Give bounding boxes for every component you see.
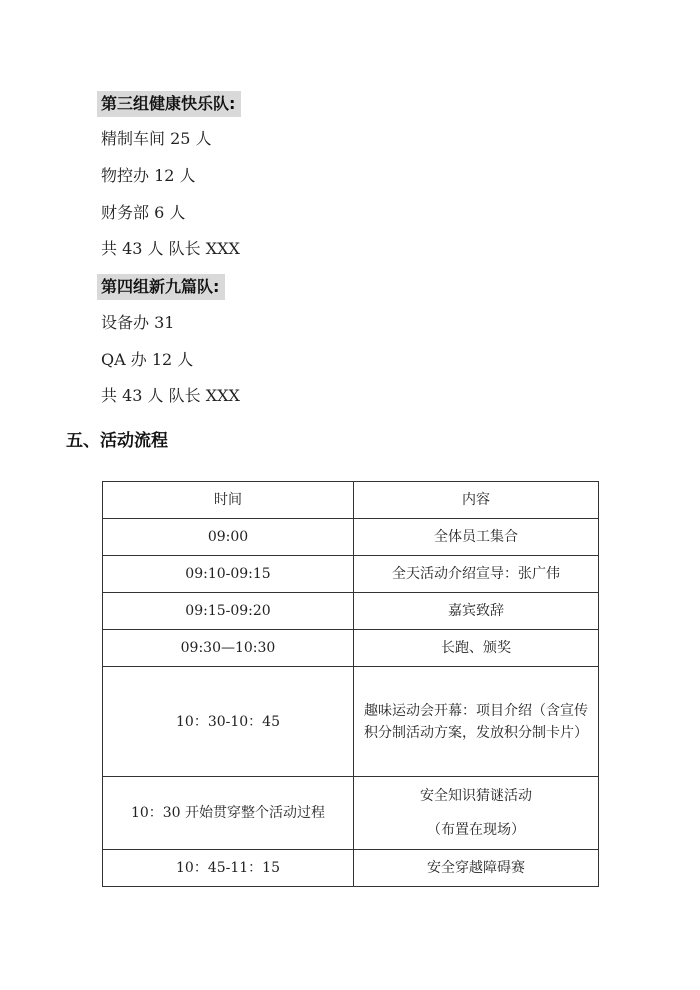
group-3-line-3: 财务部 6 人 xyxy=(101,203,186,222)
row-time: 09:15-09:20 xyxy=(103,593,354,630)
table-row xyxy=(103,593,599,630)
group-3-line-1: 精制车间 25 人 xyxy=(101,129,212,148)
row-content-sub: （布置在现场） xyxy=(427,822,525,838)
row-content: 安全知识猜谜活动 xyxy=(420,788,532,804)
row-time: 10：30-10：45 xyxy=(103,667,354,777)
row-content: 安全穿越障碍赛 xyxy=(354,850,599,887)
group-4-total: 共 43 人 队长 XXX xyxy=(101,386,240,405)
group-4-line-2: QA 办 12 人 xyxy=(101,350,194,369)
table-row xyxy=(103,850,599,887)
section-title: 五、活动流程 xyxy=(66,431,168,451)
group-heading-4: 第四组新九篇队: xyxy=(97,274,225,300)
row-content: 全体员工集合 xyxy=(354,519,599,556)
table-row xyxy=(103,777,599,850)
row-time: 09:30—10:30 xyxy=(103,630,354,667)
table-row xyxy=(103,519,599,556)
row-time: 09:00 xyxy=(103,519,354,556)
group-3-line-2: 物控办 12 人 xyxy=(101,166,196,185)
header-time: 时间 xyxy=(103,482,354,519)
table-row xyxy=(103,556,599,593)
schedule-table xyxy=(102,481,599,887)
group-3-total: 共 43 人 队长 XXX xyxy=(101,239,240,258)
row-content: 嘉宾致辞 xyxy=(354,593,599,630)
group-4-line-1: 设备办 31 xyxy=(101,313,175,332)
table-row xyxy=(103,630,599,667)
row-content: 趣味运动会开幕：项目介绍（含宣传积分制活动方案，发放积分制卡片） xyxy=(354,667,599,777)
row-content: 全天活动介绍宣导：张广伟 xyxy=(354,556,599,593)
row-time: 09:10-09:15 xyxy=(103,556,354,593)
row-content-multi xyxy=(354,777,599,850)
row-content: 长跑、颁奖 xyxy=(354,630,599,667)
table-row xyxy=(103,667,599,777)
row-time: 10：30 开始贯穿整个活动过程 xyxy=(103,777,354,850)
group-heading-3: 第三组健康快乐队: xyxy=(97,91,241,117)
table-header-row xyxy=(103,482,599,519)
header-content: 内容 xyxy=(354,482,599,519)
row-time: 10：45-11：15 xyxy=(103,850,354,887)
